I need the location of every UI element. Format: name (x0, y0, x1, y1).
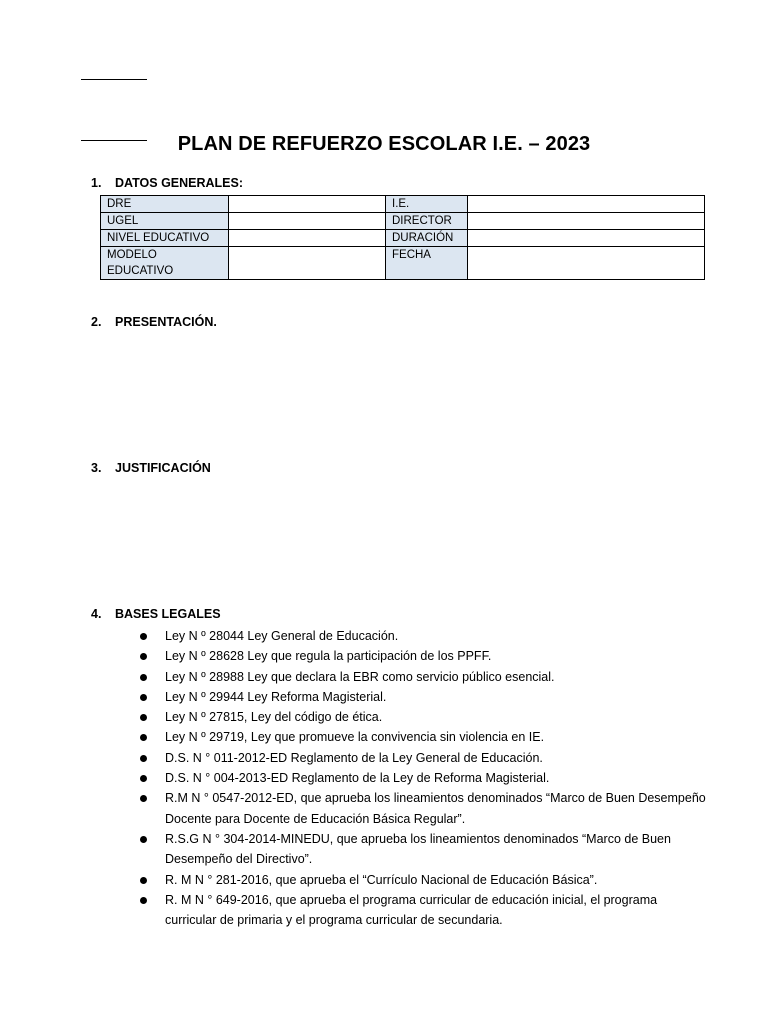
list-item-text: Ley N º 28628 Ley que regula la participación de los PPFF. (165, 649, 492, 664)
list-item (140, 646, 710, 666)
section-number: 3. (91, 461, 102, 475)
table-label-cell: UGEL (101, 213, 229, 230)
datos-generales-table (100, 195, 705, 280)
table-row (101, 213, 705, 230)
list-item-text: R. M N ° 281-2016, que aprueba el “Currículo Nacional de Educación Básica”. (165, 872, 598, 887)
list-item (140, 788, 710, 829)
list-item (140, 870, 710, 890)
table-value-cell (229, 247, 386, 280)
list-item (140, 727, 710, 747)
bullet-icon (140, 674, 147, 681)
list-item-text: Ley N º 28044 Ley General de Educación. (165, 629, 399, 643)
section-justificacion (91, 461, 211, 475)
bullet-icon (140, 897, 147, 904)
table-value-cell (468, 247, 705, 280)
table-label-cell: NIVEL EDUCATIVO (101, 230, 229, 247)
section-number: 4. (91, 607, 102, 621)
bullet-icon (140, 653, 147, 660)
bullet-icon (140, 795, 147, 802)
bullet-icon (140, 755, 147, 762)
table-row (101, 247, 705, 280)
bullet-icon (140, 836, 147, 843)
section-number: 1. (91, 176, 102, 190)
section-number: 2. (91, 315, 102, 329)
table-label-cell: DIRECTOR (386, 213, 468, 230)
list-item (140, 707, 710, 727)
table-value-cell (229, 196, 386, 213)
table-row (101, 196, 705, 213)
list-item-text: Ley N º 27815, Ley del código de ética. (165, 710, 383, 725)
section-label: JUSTIFICACIÓN (115, 461, 211, 475)
bullet-icon (140, 877, 147, 884)
bases-legales-list (140, 626, 710, 930)
bullet-icon (140, 734, 147, 741)
table-label-cell: DRE (101, 196, 229, 213)
section-label: BASES LEGALES (115, 607, 221, 621)
table-value-cell (468, 213, 705, 230)
table-value-cell (468, 196, 705, 213)
section-label: DATOS GENERALES: (115, 176, 244, 190)
list-item (140, 768, 710, 788)
bullet-icon (140, 633, 147, 640)
list-item (140, 667, 710, 687)
table-value-cell (229, 230, 386, 247)
list-item-text: D.S. N ° 011-2012-ED Reglamento de la Ley General de Educación. (165, 750, 543, 765)
page-title: PLAN DE REFUERZO ESCOLAR I.E. – 2023 (177, 133, 591, 155)
section-datos-generales (91, 176, 243, 190)
section-bases-legales (91, 607, 221, 621)
list-item-text: Ley N º 28988 Ley que declara la EBR como servicio público esencial. (165, 669, 555, 684)
list-item-text: Ley N º 29944 Ley Reforma Magisterial. (165, 689, 387, 704)
list-item-text: Ley N º 29719, Ley que promueve la convivencia sin violencia en IE. (165, 730, 545, 745)
bullet-icon (140, 775, 147, 782)
table-label-cell: FECHA (386, 247, 468, 280)
list-item-text: R. M N ° 649-2016, que aprueba el programa curricular de educación inicial, el programa curricular de primaria y el programa curricular de secundaria. (165, 892, 658, 928)
section-presentacion (91, 315, 217, 329)
list-item (140, 748, 710, 768)
section-label: PRESENTACIÓN. (115, 315, 217, 329)
list-item-text: D.S. N ° 004-2013-ED Reglamento de la Ley de Reforma Magisterial. (165, 771, 550, 786)
signature-line-top (81, 79, 147, 80)
list-item-text: R.S.G N ° 304-2014-MINEDU, que aprueba los lineamientos denominados “Marco de Buen Desempeño del Directivo”. (165, 831, 671, 867)
list-item-text: R.M N ° 0547-2012-ED, que aprueba los lineamientos denominados “Marco de Buen Desempeño Docente para Docente de Educación Básica Regular”. (165, 791, 706, 826)
table-value-cell (468, 230, 705, 247)
list-item (140, 687, 710, 707)
list-item (140, 829, 710, 870)
table-label-cell: DURACIÓN (386, 230, 468, 247)
list-item (140, 626, 710, 646)
table-label-cell: I.E. (386, 196, 468, 213)
list-item (140, 890, 710, 931)
table-label-cell: MODELO EDUCATIVO (101, 247, 229, 280)
bullet-icon (140, 714, 147, 721)
table-row (101, 230, 705, 247)
bullet-icon (140, 694, 147, 701)
table-value-cell (229, 213, 386, 230)
